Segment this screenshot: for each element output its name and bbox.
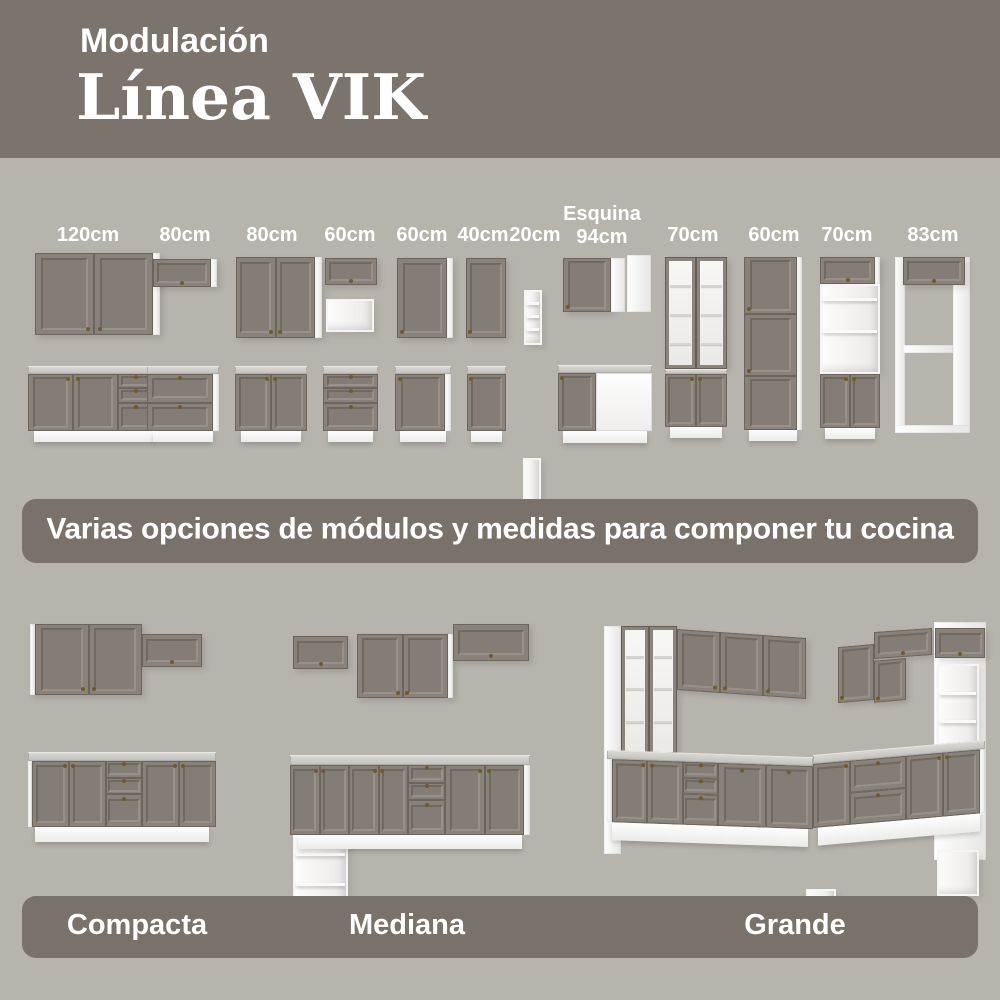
tall-cabinet-70cm-glass bbox=[665, 257, 727, 438]
wall-open-box-60cm bbox=[326, 299, 374, 332]
shelf-line bbox=[940, 692, 976, 695]
corner-side-box bbox=[627, 255, 651, 312]
top-flip-section bbox=[935, 628, 985, 658]
wall-cabinet-40cm-door bbox=[466, 258, 506, 338]
cabinet-body bbox=[665, 374, 727, 427]
cabinet-door bbox=[179, 761, 216, 827]
drawer-front bbox=[323, 374, 378, 388]
cabinet-door bbox=[647, 760, 682, 824]
cabinet-door bbox=[558, 373, 596, 431]
wall-cabinet-80cm-doors bbox=[236, 257, 322, 338]
bottom-sill bbox=[895, 425, 970, 433]
compacta-base-run bbox=[28, 752, 216, 842]
cabinet-door bbox=[820, 374, 850, 428]
module-label-40cm: 40cm bbox=[457, 224, 509, 246]
compacta-wall-flip-cabinet bbox=[142, 634, 202, 667]
module-label-60cm-b: 60cm bbox=[396, 224, 448, 246]
side-panel bbox=[875, 257, 880, 284]
open-shelf-section bbox=[820, 284, 880, 374]
compacta-wall-cabinet bbox=[30, 624, 142, 695]
drawer-stack bbox=[147, 374, 213, 431]
cabinet-door bbox=[235, 374, 271, 431]
flip-door bbox=[453, 624, 529, 661]
wall-open-shelf-20cm bbox=[524, 290, 542, 345]
cabinet-door bbox=[838, 644, 874, 703]
cabinet-door bbox=[94, 253, 153, 335]
kitchen-label-compacta: Compacta bbox=[66, 909, 208, 942]
shelf-line bbox=[296, 883, 345, 886]
bottom-banner bbox=[22, 896, 978, 958]
cabinet-door bbox=[349, 765, 379, 835]
flip-door bbox=[325, 258, 377, 285]
cabinet-door bbox=[677, 629, 720, 693]
base-corner-cabinet-esquina bbox=[558, 365, 652, 443]
flip-door bbox=[935, 628, 985, 658]
plinth bbox=[35, 827, 209, 842]
cabinet-door bbox=[813, 761, 850, 828]
plinth bbox=[153, 431, 213, 442]
plinth bbox=[328, 431, 373, 442]
cabinet-body bbox=[558, 373, 652, 431]
module-label-80cm-a: 80cm bbox=[159, 224, 211, 246]
flip-door bbox=[153, 259, 211, 287]
cabinet-body bbox=[28, 374, 161, 431]
cabinet-door bbox=[874, 658, 906, 703]
cabinet-door bbox=[142, 761, 179, 827]
corner-filler-panel bbox=[611, 258, 625, 312]
side-panel bbox=[213, 374, 219, 431]
top-flip-section bbox=[820, 257, 880, 284]
shelf-line bbox=[823, 298, 877, 301]
mid-banner bbox=[22, 499, 978, 563]
cabinet-door bbox=[290, 765, 320, 835]
page-title: Línea VIK bbox=[76, 60, 426, 134]
glass-door-section bbox=[665, 257, 727, 369]
cabinet-door bbox=[467, 374, 506, 431]
countertop bbox=[147, 366, 219, 374]
cabinet-door bbox=[850, 374, 880, 428]
cabinet-door bbox=[718, 763, 765, 828]
flip-door bbox=[293, 636, 348, 669]
shelf-line bbox=[527, 302, 539, 305]
flip-door bbox=[903, 257, 965, 285]
plinth bbox=[670, 427, 722, 438]
cabinet-door bbox=[89, 624, 143, 695]
base-cabinet-60cm-door bbox=[395, 366, 451, 442]
glass-door bbox=[696, 257, 727, 369]
cabinet-body bbox=[395, 374, 451, 431]
shelf-line bbox=[701, 343, 722, 345]
side-panel bbox=[211, 259, 217, 287]
shelf-line bbox=[296, 853, 345, 856]
shelf-line bbox=[940, 720, 976, 723]
mediana-wall-cabinet bbox=[357, 634, 453, 698]
drawer-stack bbox=[408, 765, 445, 835]
cabinet-body bbox=[467, 374, 506, 431]
plinth bbox=[471, 431, 502, 442]
cabinet-door bbox=[943, 749, 980, 816]
plinth bbox=[563, 431, 647, 443]
drawer-front bbox=[323, 403, 378, 432]
drawer-front bbox=[850, 756, 906, 793]
wall-cabinet-60cm-door bbox=[397, 258, 453, 338]
drawer-stack bbox=[683, 762, 718, 826]
module-label-83cm: 83cm bbox=[907, 224, 959, 246]
glass-door bbox=[665, 257, 696, 369]
side-panel bbox=[445, 374, 451, 431]
cabinet-body bbox=[28, 761, 216, 827]
grande-base-run-left bbox=[607, 750, 813, 847]
mediana-tall-top-door bbox=[293, 636, 348, 669]
blind-corner-white-door bbox=[596, 373, 652, 431]
cabinet-door bbox=[35, 624, 89, 695]
cabinet-door bbox=[906, 753, 943, 820]
drawer-front bbox=[106, 794, 143, 827]
shelf-line bbox=[527, 315, 539, 318]
base-cabinet-40cm-door bbox=[467, 366, 506, 442]
drawer-front bbox=[683, 793, 718, 826]
drawer-front bbox=[408, 800, 445, 835]
shelf-line bbox=[527, 328, 539, 331]
drawer-front bbox=[147, 374, 213, 403]
cabinet-door bbox=[320, 765, 350, 835]
drawer-stack bbox=[106, 761, 143, 827]
side-panel bbox=[315, 257, 322, 338]
plinth bbox=[400, 431, 446, 442]
header bbox=[0, 0, 1000, 158]
shelf-line bbox=[670, 343, 691, 345]
grande-right-wall-cabinet-b bbox=[874, 658, 906, 703]
grande-tall-glass-cabinet bbox=[621, 626, 677, 756]
flip-door bbox=[142, 634, 202, 667]
shelf-line bbox=[626, 656, 644, 658]
cabinet-door bbox=[69, 761, 106, 827]
module-label-70cm-a: 70cm bbox=[667, 224, 719, 246]
cabinet-body bbox=[290, 765, 530, 835]
cabinet-door bbox=[276, 257, 316, 338]
module-label-80cm-b: 80cm bbox=[246, 224, 298, 246]
plinth bbox=[825, 428, 875, 439]
shelf-line bbox=[626, 688, 644, 690]
cabinet-door bbox=[744, 376, 797, 430]
grande-base-run-right bbox=[813, 740, 985, 846]
cabinet-door bbox=[485, 765, 524, 835]
module-label-esquina-94cm: Esquina 94cm bbox=[563, 203, 641, 248]
tall-cabinet-70cm-open bbox=[820, 257, 880, 439]
plinth bbox=[34, 431, 155, 442]
module-label-20cm: 20cm bbox=[509, 224, 561, 246]
wall-cabinet-60cm-flip bbox=[325, 258, 377, 285]
wall-cabinet-80cm-flip bbox=[153, 259, 217, 287]
side-panel bbox=[447, 258, 453, 338]
mid-banner-text: Varias opciones de módulos y medidas para componer tu cocina bbox=[46, 512, 954, 546]
cabinet-body bbox=[147, 374, 219, 431]
countertop bbox=[558, 365, 652, 373]
cabinet-body bbox=[820, 374, 880, 428]
cabinet-door bbox=[395, 374, 445, 431]
tall-cabinet-60cm bbox=[744, 257, 802, 441]
cabinet-door bbox=[720, 632, 763, 696]
shelf-line bbox=[670, 285, 691, 287]
cabinet-door bbox=[744, 314, 797, 376]
module-label-60cm-a: 60cm bbox=[324, 224, 376, 246]
shelf-line bbox=[654, 721, 672, 723]
cabinet-body bbox=[323, 374, 378, 431]
cabinet-door bbox=[271, 374, 307, 431]
shelf-line bbox=[701, 314, 722, 316]
module-label-60cm-c: 60cm bbox=[748, 224, 800, 246]
shelf-line bbox=[670, 314, 691, 316]
cabinet-door bbox=[28, 374, 73, 431]
wall-corner-cabinet-esquina bbox=[563, 258, 611, 312]
cabinet-door bbox=[763, 635, 806, 699]
open-shelf-section bbox=[937, 664, 979, 752]
open-shelf-section bbox=[937, 850, 979, 896]
drawer-front bbox=[683, 762, 718, 779]
cabinet-door bbox=[397, 258, 447, 338]
plinth bbox=[298, 835, 522, 849]
shelf-line bbox=[823, 330, 877, 333]
cabinet-door bbox=[665, 374, 696, 427]
countertop bbox=[28, 752, 216, 761]
module-label-120cm: 120cm bbox=[56, 224, 120, 246]
drawer-front bbox=[323, 388, 378, 402]
grande-bridge-cabinet bbox=[874, 628, 932, 659]
base-cabinet-80cm-doors bbox=[235, 366, 307, 442]
base-cabinet-80cm-drawers bbox=[147, 366, 219, 442]
countertop bbox=[395, 366, 451, 374]
cabinet-body bbox=[607, 759, 813, 829]
cabinet-door bbox=[379, 765, 409, 835]
drawer-front bbox=[408, 783, 445, 801]
kitchen-label-mediana: Mediana bbox=[348, 909, 466, 942]
shelf-line bbox=[626, 721, 644, 723]
countertop bbox=[290, 755, 530, 765]
shelf-line bbox=[903, 345, 953, 353]
cabinet-door bbox=[466, 258, 506, 338]
side-panel bbox=[797, 257, 802, 430]
top-flip-section bbox=[903, 257, 965, 285]
drawer-front bbox=[147, 403, 213, 432]
drawer-stack bbox=[850, 756, 906, 825]
grande-wall-run bbox=[677, 629, 806, 699]
cabinet-door bbox=[357, 634, 403, 698]
countertop bbox=[323, 366, 378, 374]
tall-frame-83cm bbox=[895, 257, 970, 440]
drawer-front bbox=[106, 778, 143, 795]
plinth bbox=[749, 430, 797, 441]
cabinet-door bbox=[563, 258, 611, 312]
drawer-stack bbox=[323, 374, 378, 431]
cabinet-door bbox=[612, 759, 647, 823]
base-cabinet-60cm-drawers bbox=[323, 366, 378, 442]
grande-right-wall-cabinet bbox=[838, 644, 874, 703]
cabinet-door bbox=[445, 765, 484, 835]
cabinet-body bbox=[744, 257, 802, 430]
side-panel bbox=[980, 749, 985, 813]
countertop bbox=[467, 366, 506, 374]
glass-door bbox=[621, 626, 649, 756]
cabinet-door bbox=[73, 374, 118, 431]
countertop bbox=[235, 366, 307, 374]
countertop bbox=[28, 366, 161, 374]
cabinet-door bbox=[35, 253, 94, 335]
plinth bbox=[241, 431, 301, 442]
module-label-70cm-b: 70cm bbox=[821, 224, 873, 246]
cabinet-body bbox=[235, 374, 307, 431]
glass-door bbox=[649, 626, 677, 756]
mediana-wall-flip-cabinet bbox=[453, 624, 529, 661]
wall-cabinet-120cm bbox=[35, 253, 160, 335]
door-stack bbox=[744, 257, 797, 430]
side-panel bbox=[524, 765, 530, 835]
flip-door bbox=[874, 628, 932, 659]
shelf-line bbox=[654, 688, 672, 690]
mediana-base-run bbox=[290, 755, 530, 849]
flip-door bbox=[820, 257, 875, 284]
kitchen-label-grande: Grande bbox=[744, 909, 846, 942]
shelf-line bbox=[654, 656, 672, 658]
shelf-line bbox=[701, 285, 722, 287]
base-cabinet-120cm bbox=[28, 366, 161, 442]
drawer-front bbox=[408, 765, 445, 783]
cabinet-door bbox=[766, 765, 813, 830]
cabinet-door bbox=[236, 257, 276, 338]
cabinet-door bbox=[696, 374, 727, 427]
drawer-front bbox=[850, 788, 906, 825]
cabinet-door bbox=[32, 761, 69, 827]
cabinet-door bbox=[403, 634, 449, 698]
header-kicker: Modulación bbox=[80, 22, 269, 60]
drawer-front bbox=[683, 777, 718, 794]
cabinet-door bbox=[744, 257, 797, 314]
drawer-front bbox=[106, 761, 143, 778]
